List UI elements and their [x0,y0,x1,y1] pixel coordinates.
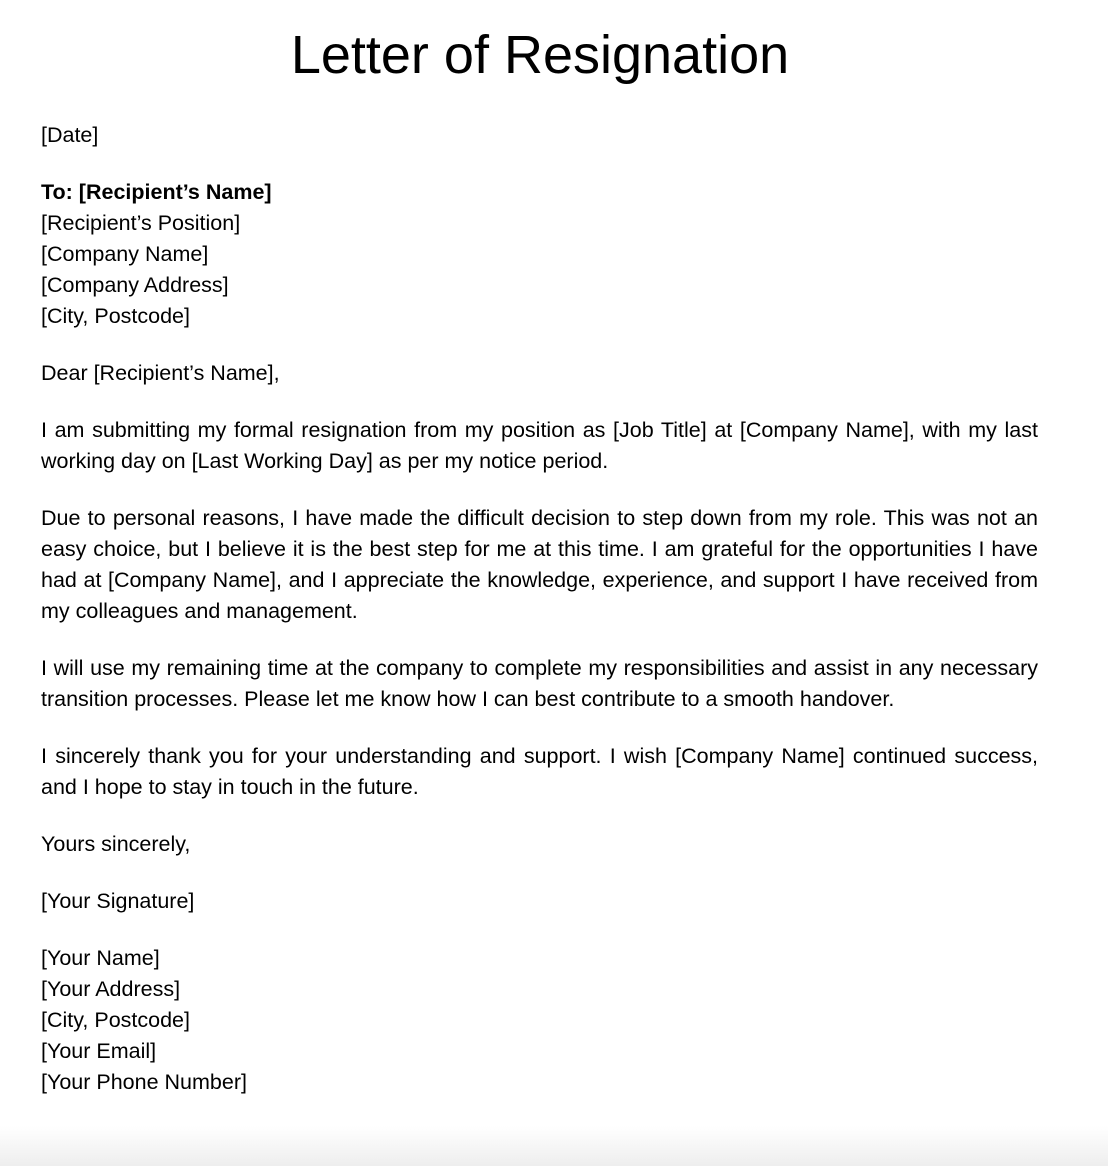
sender-name: [Your Name] [41,946,160,970]
recipient-address: [Company Address] [41,273,229,297]
closing-block [41,829,1038,860]
recipient-position: [Recipient’s Position] [41,211,241,235]
sender-address: [Your Address] [41,977,181,1001]
page-title: Letter of Resignation [290,25,790,85]
page-bottom-shadow [0,1126,1108,1166]
recipient-name: To: [Recipient’s Name] [41,180,272,204]
date-block [41,120,1038,151]
signature-block [41,886,1038,917]
paragraph-intro: I am submitting my formal resignation from my position as [Job Title] at [Company Name], with my last working day on [Last Working Day] as per my notice period. [41,418,1038,473]
salutation-block [41,358,1038,389]
recipient-company: [Company Name] [41,242,209,266]
sender-city: [City, Postcode] [41,1008,190,1032]
sender-phone: [Your Phone Number] [41,1070,247,1094]
paragraph-thanks: I sincerely thank you for your understanding and support. I wish [Company Name] continued success, and I hope to stay in touch in the future. [41,744,1038,799]
recipient-city: [City, Postcode] [41,304,190,328]
paragraph-transition: I will use my remaining time at the company to complete my responsibilities and assist in any necessary transition processes. Please let me know how I can best contribute to a smooth handover. [41,656,1038,711]
signature: [Your Signature] [41,889,195,913]
recipient-block [41,177,1038,332]
letter-body [41,120,1038,1124]
sender-block [41,943,1038,1098]
date-line: [Date] [41,123,99,147]
paragraph-reason: Due to personal reasons, I have made the difficult decision to step down from my role. This was not an easy choice, but I believe it is the best step for me at this time. I am grateful for the opportunities I have had at [Company Name], and I appreciate the knowledge, experience, and support I have received from my colleagues and management. [41,506,1038,623]
salutation: Dear [Recipient’s Name], [41,361,280,385]
closing: Yours sincerely, [41,832,191,856]
sender-email: [Your Email] [41,1039,157,1063]
